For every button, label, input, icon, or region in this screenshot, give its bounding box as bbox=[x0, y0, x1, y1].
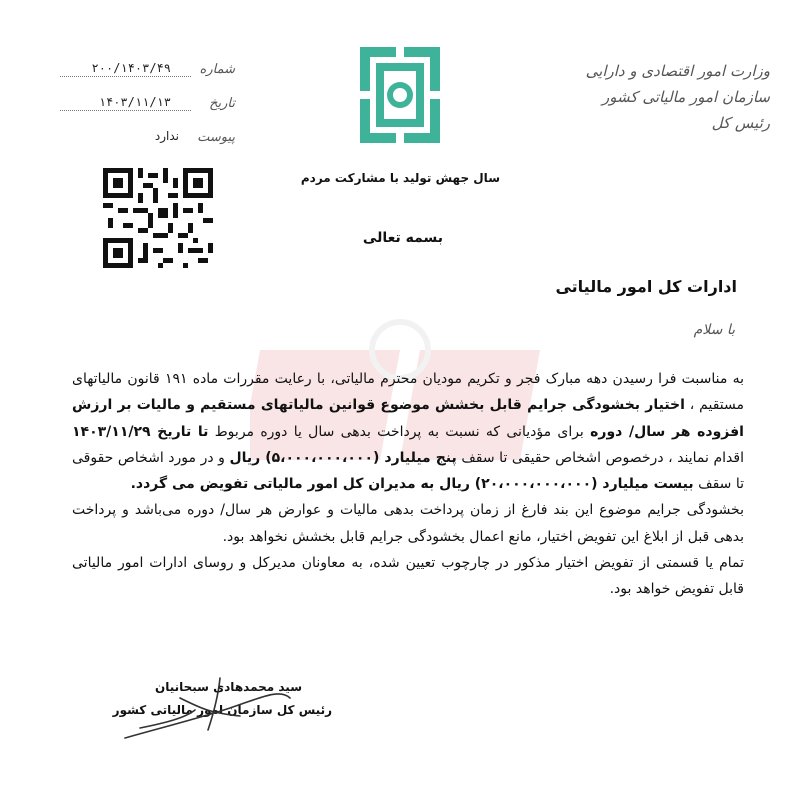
body-emphasis: تا تاریخ ۱۴۰۳/۱۱/۲۹ bbox=[72, 423, 209, 440]
paragraph-3 bbox=[72, 550, 744, 603]
signatory-name: سید محمدهادی سبحانیان bbox=[154, 680, 302, 694]
date-label: تاریخ bbox=[209, 96, 235, 111]
body-emphasis: پنج میلیارد (۵،۰۰۰،۰۰۰،۰۰۰) ریال bbox=[229, 449, 457, 466]
paragraph-2 bbox=[72, 497, 744, 550]
paragraph-1 bbox=[72, 366, 744, 497]
body-text: تمام یا قسمتی از تفویض اختیار مذکور در چارچوب تعیین شده، به معاونان مدیرکل و روسای ادارات امور مالیاتی قابل تفویض خواهد بود. bbox=[72, 555, 744, 598]
greeting: با سلام bbox=[693, 322, 735, 338]
office-line: رئیس کل bbox=[711, 114, 770, 132]
body-text: بخشودگی جرایم موضوع این بند فارغ از زمان پرداخت بدهی مالیات و عوارض هر سال/ دوره می‌باشد و پرداخت بدهی قبل از ابلاغ این تفویض اختیار، مانع اعمال بخشودگی جرایم قابل بخشش نخواهد بود. bbox=[72, 502, 744, 545]
number-dotted-line bbox=[60, 76, 191, 77]
date-value: ۱۴۰۳/۱۱/۱۳ bbox=[98, 95, 171, 109]
body-text: به مناسبت فرا رسیدن دهه مبارک فجر و تکریم مودیان محترم مالیاتی، با رعایت مقررات ماده ۱۹۱ قانون مالیاتهای مستقیم ، bbox=[72, 371, 744, 414]
letter-body bbox=[72, 366, 744, 603]
basmala: بسمه تعالی bbox=[362, 230, 443, 246]
letter-number bbox=[60, 62, 235, 80]
date-dotted-line bbox=[60, 110, 191, 111]
ministry-header bbox=[580, 58, 770, 136]
recipient: ادارات کل امور مالیاتی bbox=[555, 277, 737, 296]
body-text: برای مؤدیانی که نسبت به پرداخت بدهی سال یا دوره مربوط bbox=[208, 423, 591, 440]
body-emphasis: بیست میلیارد (۲۰،۰۰۰،۰۰۰،۰۰۰) ریال به مدیران کل امور مالیاتی تفویض می گردد. bbox=[130, 476, 694, 493]
body-text: و در مورد اشخاص حقوقی تا سقف bbox=[72, 449, 744, 493]
handwritten-signature bbox=[120, 668, 295, 748]
tax-organization-logo bbox=[358, 45, 442, 145]
year-slogan: سال جهش تولید با مشارکت مردم bbox=[300, 171, 500, 185]
attachment-label: پیوست bbox=[197, 130, 235, 145]
body-text: اقدام نمایند ، درخصوص اشخاص حقیقی تا سقف bbox=[456, 449, 744, 466]
ministry-line: وزارت امور اقتصادی و دارایی bbox=[585, 62, 770, 80]
attachment-value: ندارد bbox=[154, 129, 179, 143]
qr-code bbox=[103, 168, 213, 268]
number-label: شماره bbox=[199, 62, 235, 77]
body-emphasis: اختیار بخشودگی جرایم قابل بخشش موضوع قوانین مالیاتهای مستقیم و مالیات بر ارزش افزوده هر سال/ دوره bbox=[72, 397, 744, 440]
number-value: ۲۰۰/۱۴۰۳/۴۹ bbox=[91, 61, 171, 75]
organization-line: سازمان امور مالیاتی کشور bbox=[602, 88, 770, 106]
letter-date bbox=[60, 96, 235, 114]
signatory-title: رئیس کل سازمان امور مالیاتی کشور bbox=[112, 703, 332, 717]
letter-attachment bbox=[60, 130, 235, 148]
